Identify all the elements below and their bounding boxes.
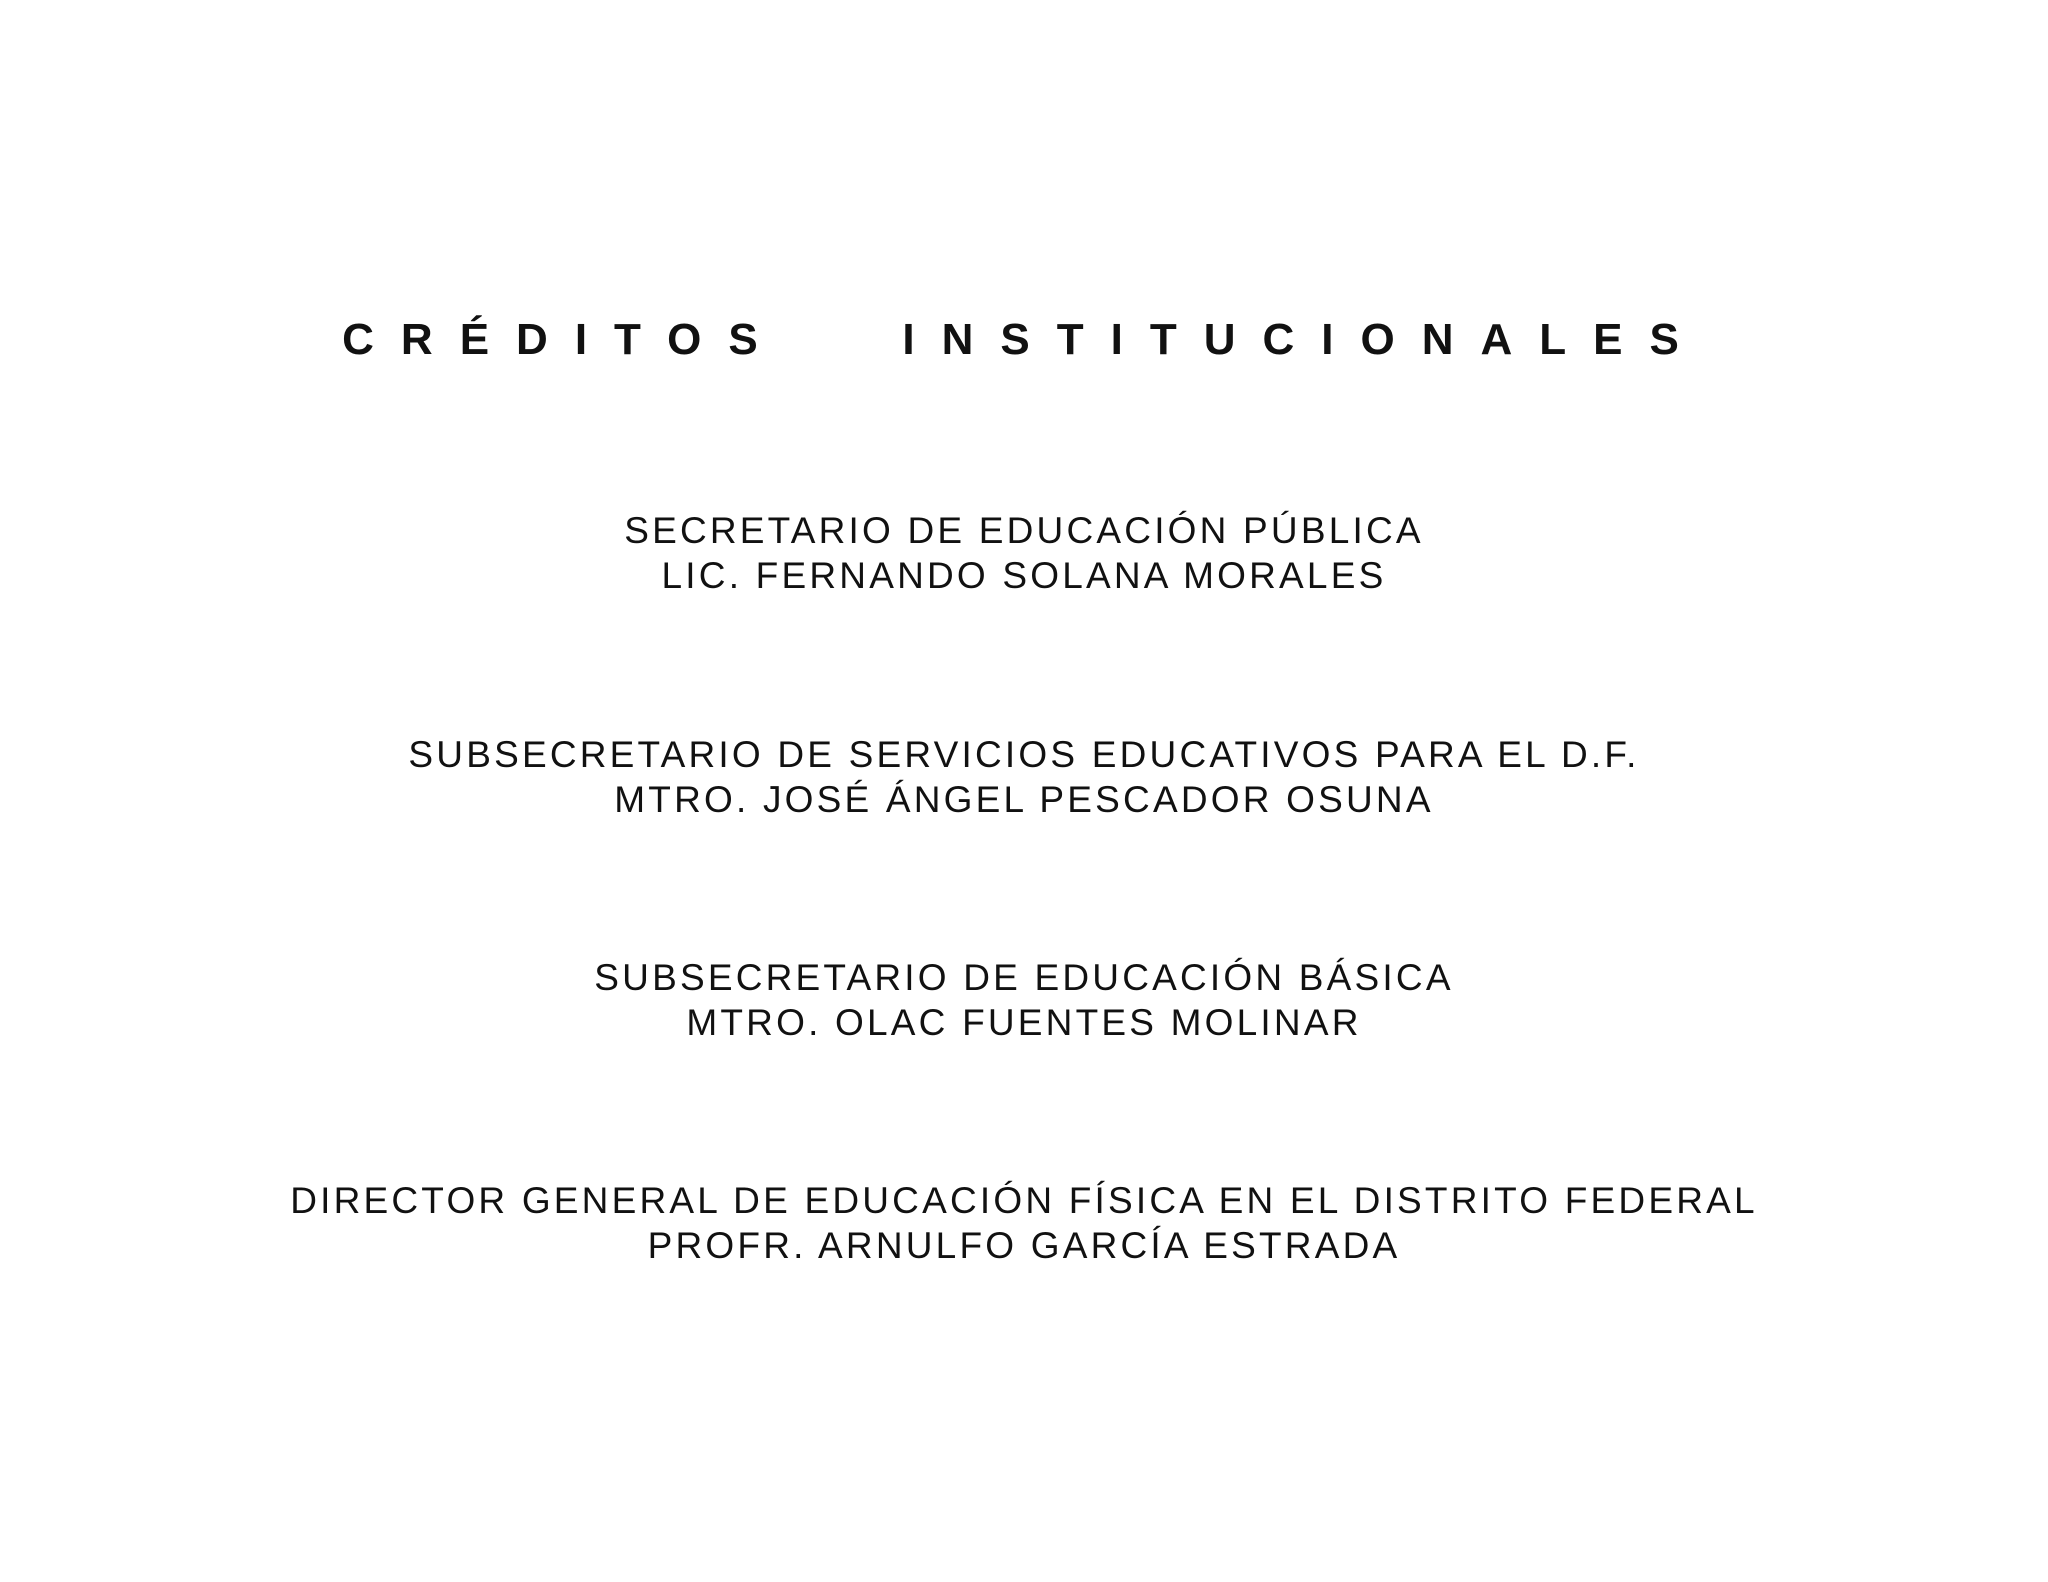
credit-name: MTRO. JOSÉ ÁNGEL PESCADOR OSUNA (614, 779, 1434, 820)
credit-block-subsecretario-basica (0, 955, 2048, 1045)
credit-block-director-general (0, 1178, 2048, 1268)
credit-name: MTRO. OLAC FUENTES MOLINAR (686, 1002, 1362, 1043)
credit-name: LIC. FERNANDO SOLANA MORALES (661, 555, 1387, 596)
page-title: CRÉDITOS INSTITUCIONALES (342, 315, 1706, 364)
credit-position: SUBSECRETARIO DE EDUCACIÓN BÁSICA (594, 957, 1454, 998)
credit-position: SUBSECRETARIO DE SERVICIOS EDUCATIVOS PARA EL D.F. (408, 734, 1640, 775)
credit-position: SECRETARIO DE EDUCACIÓN PÚBLICA (624, 510, 1424, 551)
credit-name: PROFR. ARNULFO GARCÍA ESTRADA (647, 1225, 1401, 1266)
credit-block-secretario (0, 508, 2048, 598)
credit-position: DIRECTOR GENERAL DE EDUCACIÓN FÍSICA EN EL DISTRITO FEDERAL (290, 1180, 1758, 1221)
credit-block-subsecretario-servicios (0, 732, 2048, 822)
